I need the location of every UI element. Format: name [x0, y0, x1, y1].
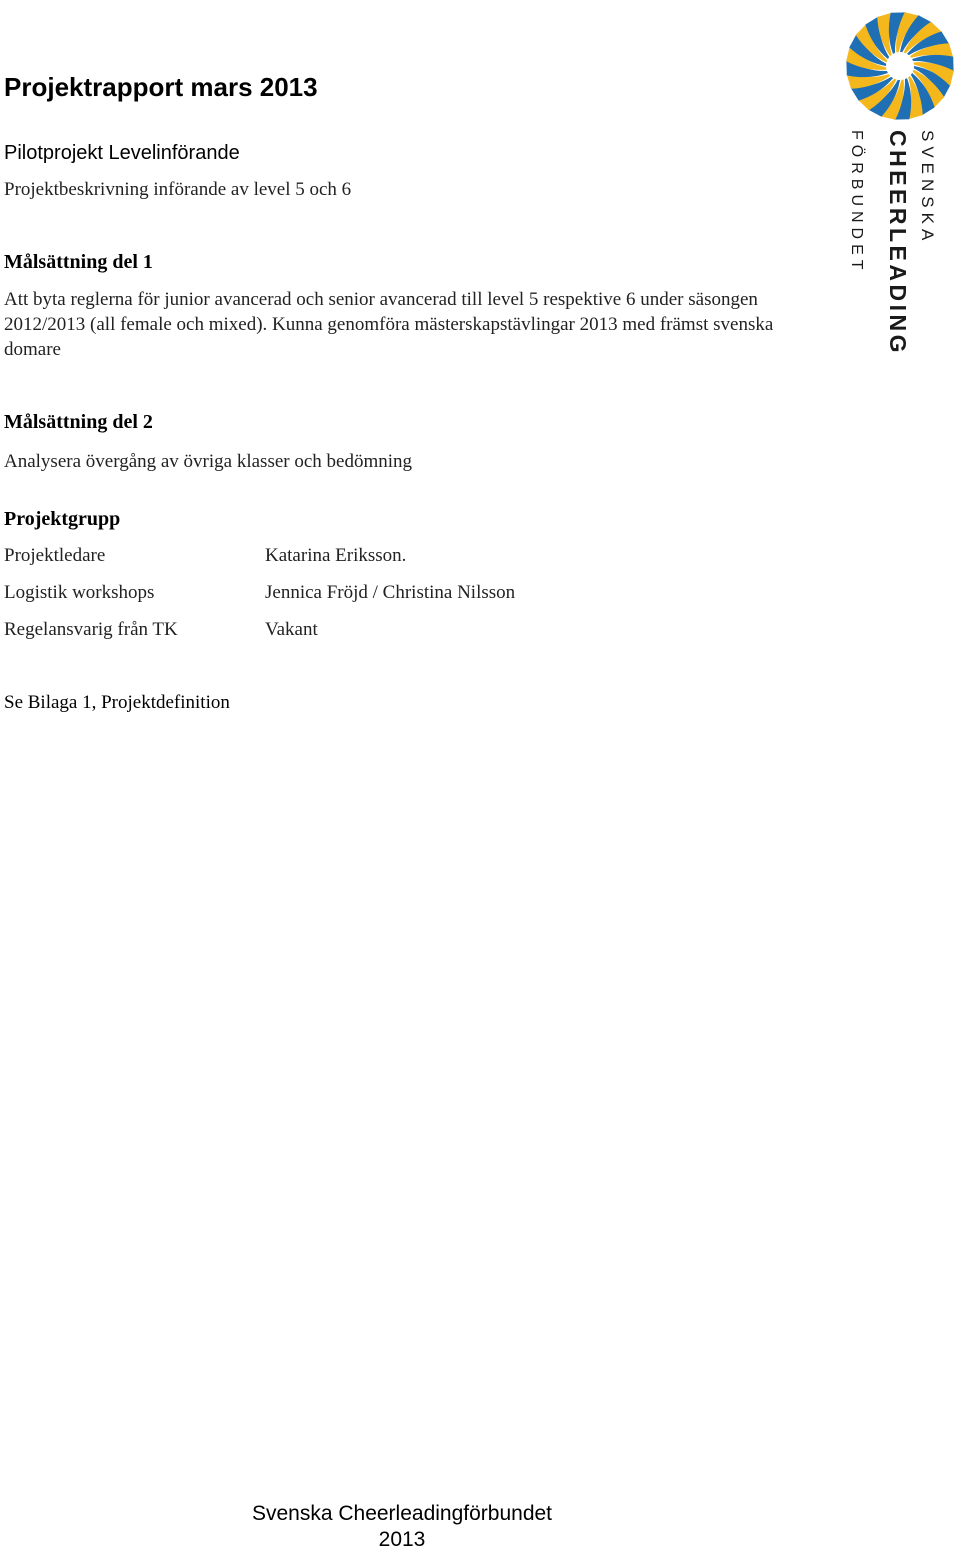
logo-word-cheerleading: CHEERLEADING: [885, 130, 911, 357]
project-description: Projektbeskrivning införande av level 5 och 6: [4, 179, 352, 200]
organization-logo: [838, 6, 960, 386]
goal1-heading: Målsättning del 1: [4, 251, 153, 273]
logo-word-svenska: SVENSKA: [918, 130, 937, 246]
logo-word-forbundet: FÖRBUNDET: [848, 130, 865, 275]
role-label: Logistik workshops: [4, 582, 155, 603]
goal2-heading: Målsättning del 2: [4, 411, 153, 433]
person-name: Katarina Eriksson.: [265, 545, 407, 566]
footer-organization: Svenska Cheerleadingförbundet: [251, 1502, 553, 1525]
goal1-text: Att byta reglerna för junior avancerad och senior avancerad till level 5 respektive 6 under säsongen 2012/2013 (all female och mixed). Kunna genomföra mästerskapstävlingar 2013 med främst svenska domare: [4, 289, 774, 360]
footer-year: 2013: [378, 1528, 426, 1551]
page-subtitle: Pilotprojekt Levelinförande: [4, 142, 240, 164]
person-name: Vakant: [265, 619, 318, 640]
goal2-text: Analysera övergång av övriga klasser och bedömning: [4, 451, 413, 472]
attachment-reference: Se Bilaga 1, Projektdefinition: [4, 692, 230, 713]
role-label: Regelansvarig från TK: [4, 619, 178, 640]
project-group-heading: Projektgrupp: [4, 508, 121, 530]
sun-logo-icon: [838, 6, 960, 386]
person-name: Jennica Fröjd / Christina Nilsson: [265, 582, 516, 603]
role-label: Projektledare: [4, 545, 106, 566]
page-title: Projektrapport mars 2013: [4, 72, 318, 102]
